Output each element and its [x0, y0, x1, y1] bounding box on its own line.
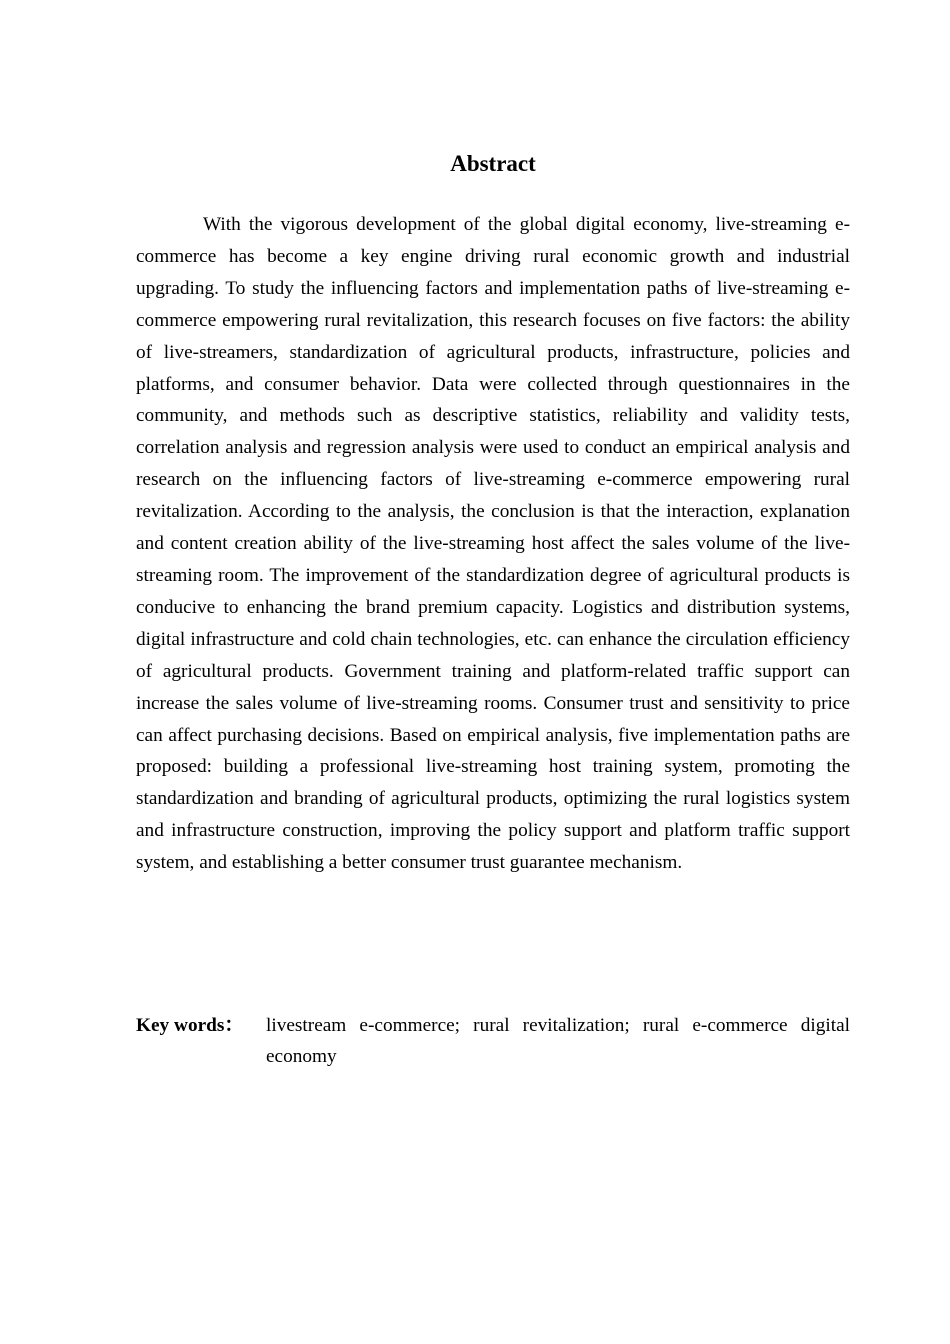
keywords-label: Key words： — [136, 1015, 244, 1036]
keywords-section — [136, 1010, 850, 1072]
abstract-body: With the vigorous development of the global digital economy, live-streaming e-commerce has become a key engine driving rural economic growth and industrial upgrading. To study the influencing factors and implementation paths of live-streaming e-commerce empowering rural revitalization, this research focuses on five factors: the ability of live-streamers, standardization of agricultural products, infrastructure, policies and platforms, and consumer behavior. Data were collected through questionnaires in the community, and methods such as descriptive statistics, reliability and validity tests, correlation analysis and regression analysis were used to conduct an empirical analysis and research on the influencing factors of live-streaming e-commerce empowering rural revitalization. According to the analysis, the conclusion is that the interaction, explanation and content creation ability of the live-streaming host affect the sales volume of the live-streaming room. The improvement of the standardization degree of agricultural products is conducive to enhancing the brand premium capacity. Logistics and distribution systems, digital infrastructure and cold chain technologies, etc. can enhance the circulation efficiency of agricultural products. Government training and platform-related traffic support can increase the sales volume of live-streaming rooms. Consumer trust and sensitivity to price can affect purchasing decisions. Based on empirical analysis, five implementation paths are proposed: building a professional live-streaming host training system, promoting the standardization and branding of agricultural products, optimizing the rural logistics system and infrastructure construction, improving the policy support and platform traffic support system, and establishing a better consumer trust guarantee mechanism. — [136, 214, 850, 874]
keywords-value: livestream e-commerce; rural revitalization; rural e-commerce digital economy — [266, 1015, 850, 1067]
abstract-title: Abstract — [450, 151, 536, 176]
